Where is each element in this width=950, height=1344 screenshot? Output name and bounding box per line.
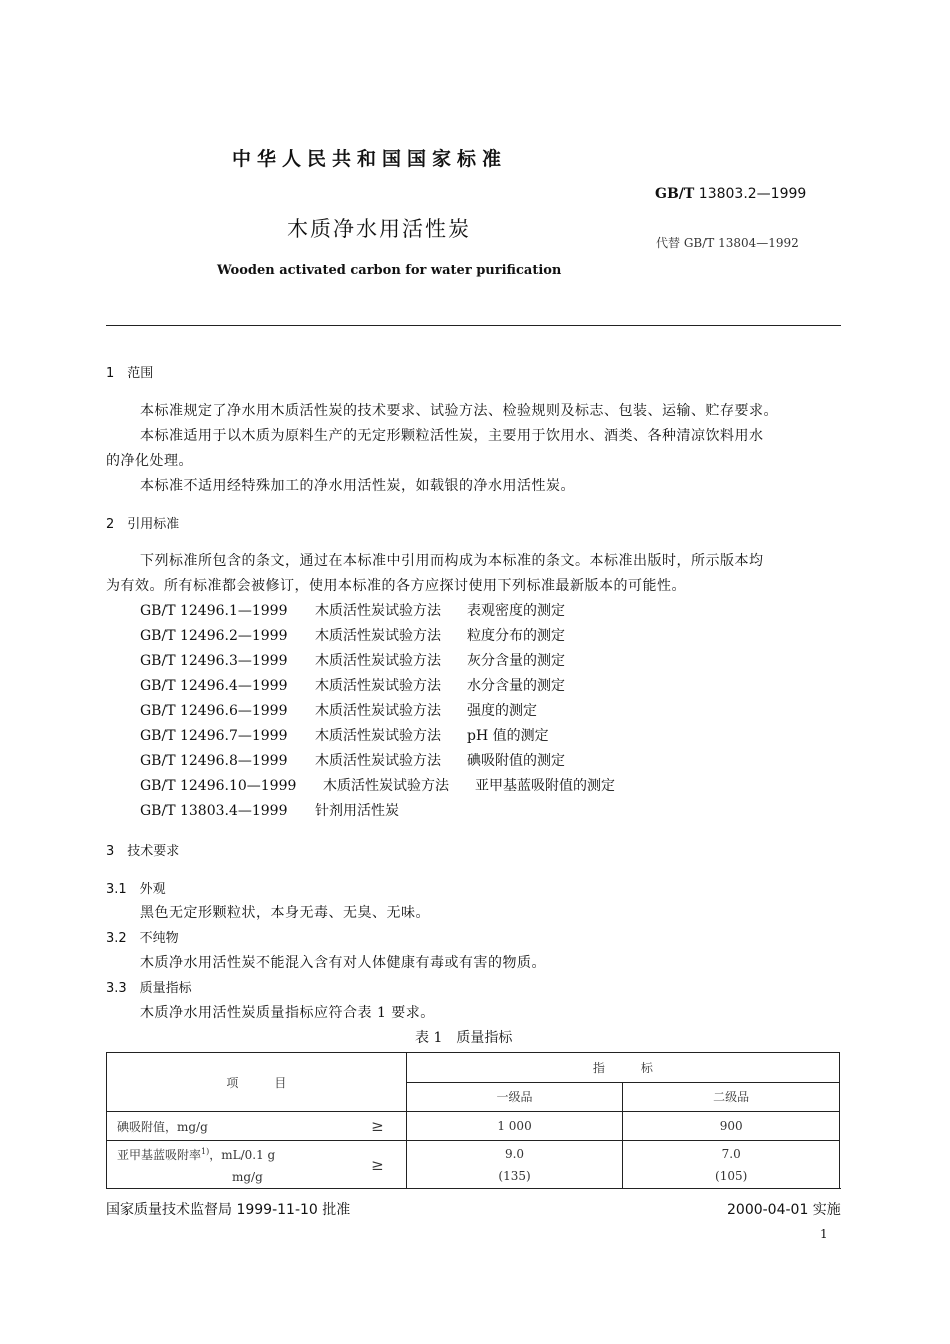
section-1-paragraph-1: 本标准规定了净水用木质活性炭的技术要求、试验方法、检验规则及标志、包装、运输、贮存要求。	[140, 403, 778, 419]
reference-item: GB/T 12496.1—1999 木质活性炭试验方法 表观密度的测定	[140, 603, 565, 619]
quality-index-table	[106, 1052, 840, 1189]
section-3-heading: 3 技术要求	[106, 844, 180, 859]
effective-date: 2000-04-01 实施	[727, 1202, 841, 1218]
page-number: 1	[820, 1227, 828, 1241]
section-3-3-text: 木质净水用活性炭质量指标应符合表 1 要求。	[140, 1005, 435, 1021]
table-header-grade-2: 二级品	[623, 1082, 840, 1112]
table-cell: 900	[623, 1112, 840, 1141]
section-1-heading: 1 范围	[106, 366, 154, 381]
approval-note: 国家质量技术监督局 1999-11-10 批准	[106, 1202, 351, 1218]
standard-code	[655, 186, 806, 202]
reference-item: GB/T 12496.7—1999 木质活性炭试验方法 pH 值的测定	[140, 728, 549, 744]
header-divider	[106, 325, 841, 326]
section-3-3-heading: 3.3 质量指标	[106, 981, 192, 996]
reference-item: GB/T 13803.4—1999 针剂用活性炭	[140, 803, 399, 819]
reference-item: GB/T 12496.4—1999 木质活性炭试验方法 水分含量的测定	[140, 678, 565, 694]
section-1-paragraph-2-line-2: 的净化处理。	[106, 453, 193, 469]
table-header-index: 指 标	[406, 1053, 839, 1083]
section-2-paragraph-line-2: 为有效。所有标准都会被修订，使用本标准的各方应探讨使用下列标准最新版本的可能性。	[106, 578, 686, 594]
footnote-marker: 1)	[201, 1147, 210, 1156]
section-3-2-heading: 3.2 不纯物	[106, 931, 179, 946]
section-1-paragraph-3: 本标准不适用经特殊加工的净水用活性炭，如载银的净水用活性炭。	[140, 478, 575, 494]
footer-divider	[106, 1188, 841, 1189]
table-caption: 表 1 质量指标	[415, 1030, 513, 1046]
table-cell: 1 000	[406, 1112, 623, 1141]
standard-code-prefix: GB/T	[655, 186, 695, 202]
reference-item: GB/T 12496.8—1999 木质活性炭试验方法 碘吸附值的测定	[140, 753, 565, 769]
table-cell: 9.0 (135)	[406, 1141, 623, 1189]
table-row-label: 碘吸附值，mg/g ≥	[107, 1112, 407, 1141]
section-1-paragraph-2-line-1: 本标准适用于以木质为原料生产的无定形颗粒活性炭，主要用于饮用水、酒类、各种清凉饮料用水	[140, 428, 764, 444]
table-row-label: 亚甲基蓝吸附率$^{1)}$，mL/0.1 g mg/g ≥	[107, 1141, 407, 1189]
section-2-paragraph-line-1: 下列标准所包含的条文，通过在本标准中引用而构成为本标准的条文。本标准出版时，所示版本均	[140, 553, 764, 569]
greater-equal-symbol: ≥	[371, 1117, 384, 1135]
reference-item: GB/T 12496.6—1999 木质活性炭试验方法 强度的测定	[140, 703, 537, 719]
standard-code-number: 13803.2—1999	[698, 186, 807, 202]
reference-item: GB/T 12496.10—1999 木质活性炭试验方法 亚甲基蓝吸附值的测定	[140, 778, 615, 794]
reference-item: GB/T 12496.3—1999 木质活性炭试验方法 灰分含量的测定	[140, 653, 565, 669]
reference-item: GB/T 12496.2—1999 木质活性炭试验方法 粒度分布的测定	[140, 628, 565, 644]
table-header-item: 项 目	[107, 1053, 407, 1112]
section-2-heading: 2 引用标准	[106, 517, 180, 532]
greater-equal-symbol: ≥	[371, 1155, 384, 1174]
section-3-2-text: 木质净水用活性炭不能混入含有对人体健康有毒或有害的物质。	[140, 955, 546, 971]
standard-title-cn: 木质净水用活性炭	[287, 217, 471, 241]
national-standard-heading: 中华人民共和国国家标准	[232, 148, 508, 170]
standard-title-en: Wooden activated carbon for water purification	[217, 263, 562, 278]
section-3-1-text: 黑色无定形颗粒状，本身无毒、无臭、无味。	[140, 905, 430, 921]
table-cell: 7.0 (105)	[623, 1141, 840, 1189]
table-header-grade-1: 一级品	[406, 1082, 623, 1112]
replaces-note: 代替 GB/T 13804—1992	[656, 236, 799, 250]
section-3-1-heading: 3.1 外观	[106, 882, 166, 897]
